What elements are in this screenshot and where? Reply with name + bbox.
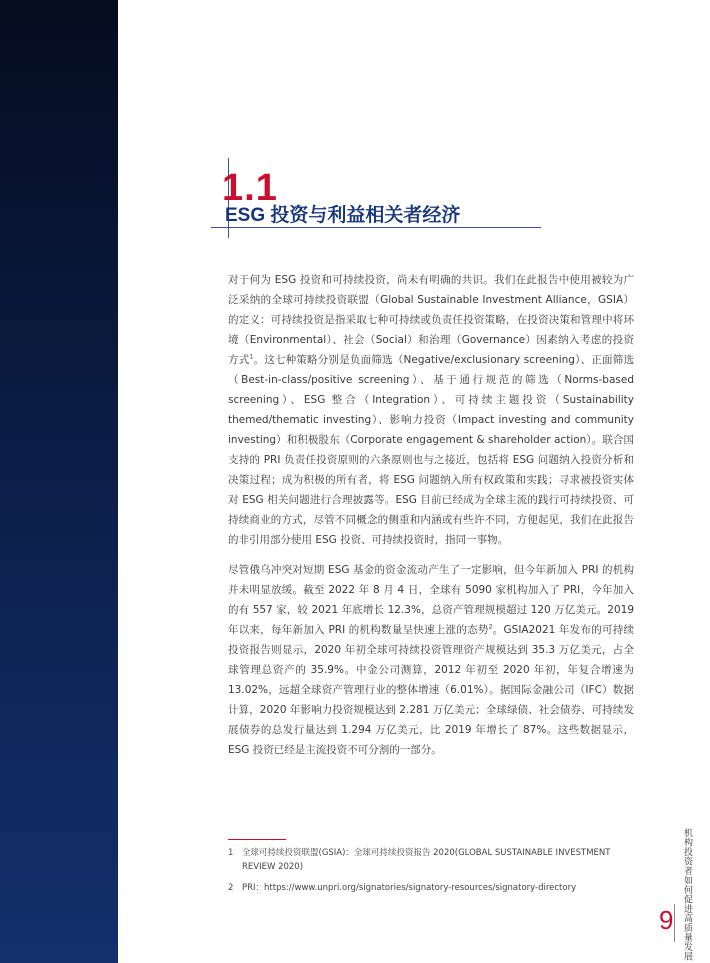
footnote-divider bbox=[228, 839, 286, 840]
footnote-text: PRI：https://www.unpri.org/signatories/signatory-resources/signatory-directory bbox=[242, 883, 577, 893]
decorative-sidebar bbox=[0, 0, 118, 963]
section-title: ESG 投资与利益相关者经济 bbox=[225, 205, 461, 226]
footnote-ref-1: 1 bbox=[249, 353, 254, 361]
footnote-ref-2: 2 bbox=[488, 623, 493, 631]
footnote-1 bbox=[228, 846, 634, 874]
paragraph-2-part-b: 。GSIA2021 年发布的可持续投资报告则显示，2020 年初全球可持续投资管理资产规模达到 35.3 万亿美元，占全球管理总资产的 35.9%。中金公司测算，2012 年初至 2020 年初，年复合增速为 13.02%，远超全球资产管理行业的整体增速（6.01%）。据国际金融公司（IFC）数据计算，2020 年影响力投资规模达到 2.281 万亿美元；全球绿债、社会债券、可持续发展债券的总发行量达到 1.294 万亿美元，比 2019 年增长了 87%。这些数据显示，ESG 投资已经是主流投资不可分割的一部分。 bbox=[228, 624, 634, 756]
paragraph-1-part-a: 对于何为 ESG 投资和可持续投资，尚未有明确的共识。我们在此报告中使用被较为广泛采纳的全球可持续投资联盟（Global Sustainable Investment Alliance，GSIA）的定义：可持续投资是指采取七种可持续或负责任投资策略，在投资决策和管理中将环境（Environmental）、社会（Social）和治理（Governance）因素纳入考虑的投资方式 bbox=[228, 274, 634, 366]
page-number-rule bbox=[674, 904, 675, 942]
section-number: 1.1 bbox=[222, 167, 278, 209]
footnote-2 bbox=[228, 881, 634, 895]
footnotes bbox=[228, 846, 634, 902]
footnote-number: 2 bbox=[228, 883, 234, 893]
body-text bbox=[228, 270, 634, 770]
paragraph-2-part-a: 尽管俄乌冲突对短期 ESG 基金的资金流动产生了一定影响，但今年新加入 PRI 的机构并未明显放缓。截至 2022 年 8 月 4 日，全球有 5090 家机构加入了 PRI，今年加入的有 557 家，较 2021 年底增长 12.3%，总资产管理规模超过 120 万亿美元。2019 年以来，每年新加入 PRI 的机构数量呈快速上涨的态势 bbox=[228, 564, 634, 636]
paragraph-1 bbox=[228, 270, 634, 550]
paragraph-2 bbox=[228, 560, 634, 760]
paragraph-1-part-b: 。这七种策略分别是负面筛选（Negative/exclusionary screening）、正面筛选（Best-in-class/positive screening）、基于通行规范的筛选（Norms-based screening）、ESG 整合（Integration）、可持续主题投资（Sustainability themed/thematic investing）、影响力投资（Impact investing and community investing）和积极股东（Corporate engagement & shareholder action）。联合国支持的 PRI 负责任投资原则的六条原则也与之接近，包括将 ESG 问题纳入投资分析和决策过程；成为积极的所有者，将 ESG 问题纳入所有权政策和实践；寻求被投资实体对 ESG 相关问题进行合理披露等。ESG 目前已经成为全球主流的践行可持续投资、可持续商业的方式，尽管不同概念的侧重和内涵或有些许不同，方便起见，我们在此报告的非引用部分使用 ESG 投资、可持续投资时，指同一事物。 bbox=[228, 354, 634, 546]
footnote-number: 1 bbox=[228, 848, 234, 858]
footnote-text: 全球可持续投资联盟(GSIA)：全球可持续投资报告 2020(GLOBAL SUSTAINABLE INVESTMENT REVIEW 2020) bbox=[242, 848, 611, 872]
section-heading bbox=[211, 158, 541, 238]
running-header: 机构投资者如何促进高质量发展 bbox=[682, 828, 692, 961]
page-number: 9 bbox=[659, 905, 674, 935]
